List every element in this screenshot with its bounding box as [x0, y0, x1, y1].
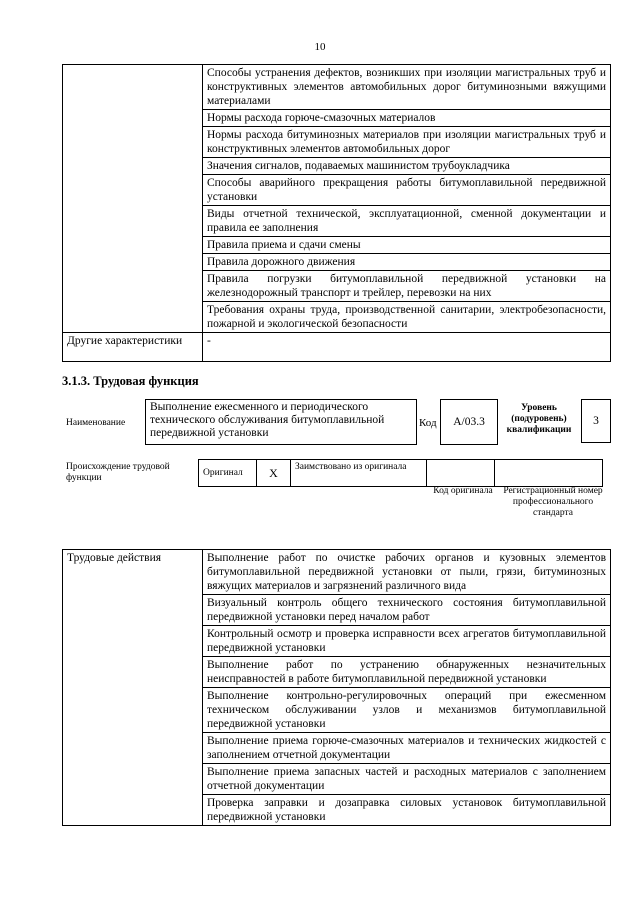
code-label: Код — [419, 417, 437, 429]
table-row: Выполнение приема горюче-смазочных материалов и технических жидкостей с заполнением отчетной документации — [203, 733, 611, 764]
level-box — [581, 399, 611, 443]
table-row: Требования охраны труда, производственной санитарии, электробезопасности, пожарной и экологической безопасности — [203, 302, 611, 333]
other-characteristics-value: - — [203, 333, 611, 362]
table-row: Значения сигналов, подаваемых машинистом трубоукладчика — [203, 158, 611, 175]
actions-label: Трудовые действия — [63, 550, 203, 826]
name-label: Наименование — [66, 418, 126, 428]
other-characteristics-label: Другие характеристики — [63, 333, 203, 362]
table-row: Выполнение контрольно-регулировочных операций при ежесменном техническом обслуживании узлов и механизмов битумоплавильной передвижной установки — [203, 688, 611, 733]
table-row: Выполнение работ по очистке рабочих органов и кузовных элементов битумоплавильной передвижной установки от пыли, грязи, битуминозных вяжущих материалов и загрязнений различного вида — [203, 550, 611, 595]
table-row: Виды отчетной технической, эксплуатационной, сменной документации и правила ее заполнения — [203, 206, 611, 237]
level-value: 3 — [593, 415, 599, 427]
table-row: Визуальный контроль общего технического состояния битумоплавильной передвижной установки перед началом работ — [203, 595, 611, 626]
table-row: Выполнение работ по устранению обнаруженных незначительных неисправностей в работе битумоплавильной передвижной установки — [203, 657, 611, 688]
table-row: Способы устранения дефектов, возникших при изоляции магистральных труб и конструктивных элементов автомобильных дорог битуминозными вяжущими материалами — [203, 65, 611, 110]
knowledge-table — [62, 64, 611, 362]
table-row: Правила погрузки битумоплавильной передвижной установки на железнодорожный транспорт и трейлер, перевозки на них — [203, 271, 611, 302]
page-number: 10 — [314, 41, 326, 53]
table-row: Правила дорожного движения — [203, 254, 611, 271]
table-row: Контрольный осмотр и проверка исправности всех агрегатов битумоплавильной передвижной установки — [203, 626, 611, 657]
table-row: Проверка заправки и дозаправка силовых установок битумоплавильной передвижной установки — [203, 795, 611, 826]
original-label: Оригинал — [199, 460, 257, 487]
table-row: Способы аварийного прекращения работы битумоплавильной передвижной установки — [203, 175, 611, 206]
knowledge-label-cell — [63, 65, 203, 333]
table-row: Нормы расхода битуминозных материалов при изоляции магистральных труб и конструктивных элементов автомобильных дорог — [203, 127, 611, 158]
original-code-cell — [427, 460, 495, 487]
section-title: 3.1.3. Трудовая функция — [62, 374, 199, 388]
code-original-caption: Код оригинала — [433, 486, 493, 496]
table-row: Правила приема и сдачи смены — [203, 237, 611, 254]
origin-label: Происхождение трудовой функции — [66, 462, 170, 483]
actions-table — [62, 549, 611, 826]
function-name: Выполнение ежесменного и периодического технического обслуживания битумоплавильной передвижной установки — [150, 401, 385, 439]
code-value: А/03.3 — [453, 416, 485, 428]
borrowed-label: Заимствовано из оригинала — [291, 460, 427, 487]
origin-table — [198, 459, 603, 487]
original-mark: X — [257, 460, 291, 487]
registration-number-cell — [495, 460, 603, 487]
table-row: Выполнение приема запасных частей и расходных материалов с заполнением отчетной документации — [203, 764, 611, 795]
level-label: Уровень (подуровень) квалификации — [506, 403, 572, 435]
reg-number-caption: Регистрационный номер профессионального стандарта — [503, 486, 603, 518]
function-name-box — [145, 399, 417, 445]
table-row: Нормы расхода горюче-смазочных материалов — [203, 110, 611, 127]
code-box — [440, 399, 498, 445]
